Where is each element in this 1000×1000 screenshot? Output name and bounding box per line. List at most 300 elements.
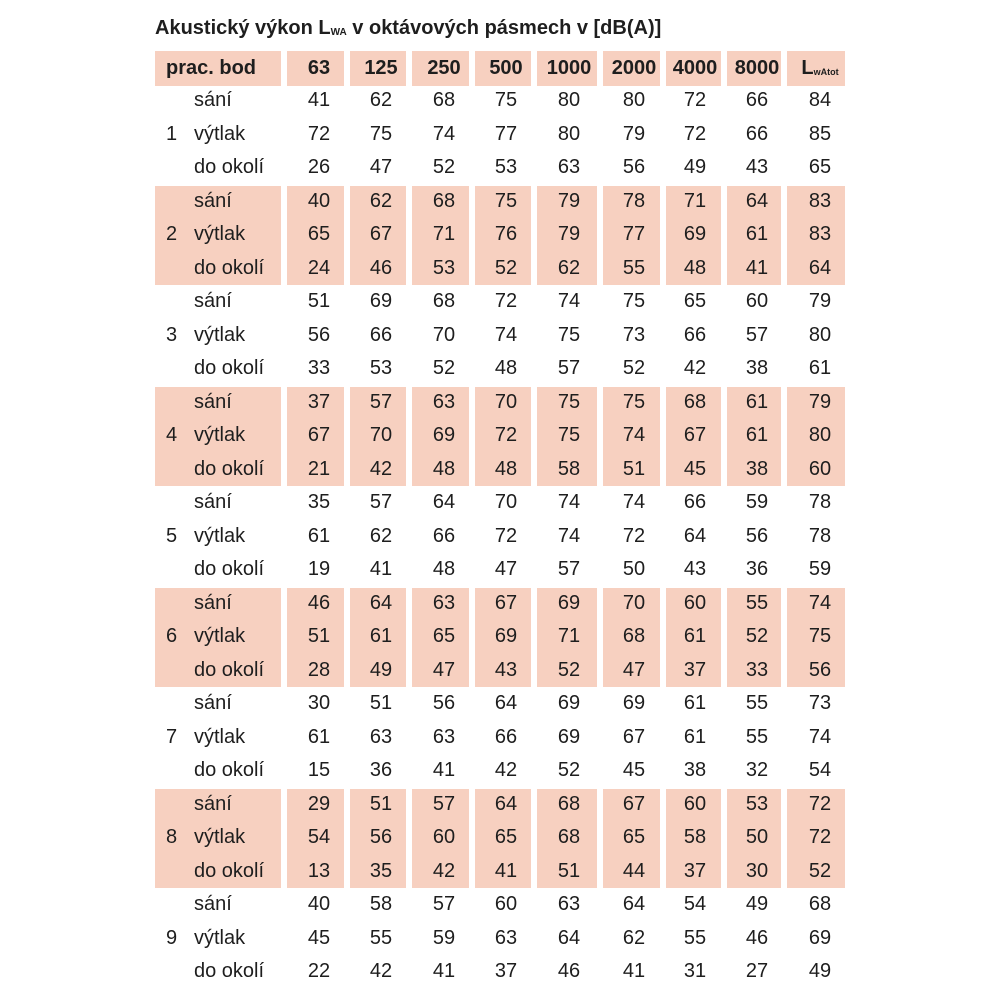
table-cell: 40 <box>307 189 331 212</box>
table-cell: 47 <box>432 658 456 681</box>
table-cell: 55 <box>745 591 769 614</box>
table-cell: 72 <box>808 826 832 848</box>
row-label: výtlak <box>194 424 246 446</box>
table-cell: 43 <box>494 658 518 681</box>
table-cell: 62 <box>369 524 393 547</box>
table-cell: 74 <box>557 491 581 513</box>
table-cell: 68 <box>622 625 646 647</box>
table-cell: 69 <box>622 692 646 714</box>
row-label: výtlak <box>194 524 246 547</box>
table-cell: 42 <box>369 457 393 480</box>
table-cell: 63 <box>557 893 581 915</box>
table-cell: 21 <box>307 457 331 480</box>
table-cell: 71 <box>432 223 456 245</box>
table-cell: 68 <box>432 290 456 312</box>
table-cell: 63 <box>432 725 456 748</box>
table-cell: 55 <box>622 256 646 279</box>
row-label: výtlak <box>194 926 246 949</box>
table-cell: 61 <box>683 625 707 647</box>
table-cell: 62 <box>622 926 646 949</box>
table-cell: 55 <box>369 926 393 949</box>
table-cell: 58 <box>683 826 707 848</box>
table-cell: 55 <box>683 926 707 949</box>
table-cell: 35 <box>369 859 393 882</box>
table-cell: 61 <box>745 390 769 413</box>
table-cell: 56 <box>307 323 331 346</box>
table-cell: 54 <box>683 893 707 915</box>
table-cell: 41 <box>432 759 456 781</box>
table-cell: 56 <box>622 156 646 178</box>
table-cell: 66 <box>745 122 769 145</box>
row-label: do okolí <box>194 256 265 279</box>
row-label: výtlak <box>194 122 246 145</box>
row-label: do okolí <box>194 457 265 480</box>
table-cell: 65 <box>307 223 331 245</box>
table-cell: 85 <box>808 122 832 145</box>
table-cell: 79 <box>622 122 646 145</box>
table-cell: 61 <box>745 424 769 446</box>
table-cell: 44 <box>622 859 646 882</box>
group-id-8: 8 <box>166 826 178 848</box>
table-cell: 75 <box>557 390 581 413</box>
table-cell: 48 <box>683 256 707 279</box>
table-cell: 62 <box>369 189 393 212</box>
table-cell: 36 <box>369 759 393 781</box>
group-id-3: 3 <box>166 323 178 346</box>
group-id-1: 1 <box>166 122 178 145</box>
table-cell: 53 <box>494 156 518 178</box>
group-id-9: 9 <box>166 926 178 949</box>
table-cell: 73 <box>808 692 832 714</box>
table-cell: 72 <box>494 290 518 312</box>
table-cell: 60 <box>432 826 456 848</box>
header-cell-500: 500 <box>489 57 523 79</box>
column-separator <box>660 49 666 989</box>
column-separator <box>597 49 603 989</box>
table-cell: 42 <box>494 759 518 781</box>
table-cell: 72 <box>683 89 707 111</box>
table-cell: 48 <box>494 457 518 480</box>
table-cell: 30 <box>307 692 331 714</box>
table-cell: 72 <box>494 524 518 547</box>
table-cell: 79 <box>808 390 832 413</box>
header-cell-8000: 8000 <box>734 57 780 79</box>
title-rest: v oktávových pásmech v [dB(A)] <box>346 17 662 39</box>
row-label: do okolí <box>194 658 265 681</box>
table-cell: 75 <box>494 189 518 212</box>
table-cell: 59 <box>432 926 456 949</box>
table-cell: 26 <box>307 156 331 178</box>
table-cell: 48 <box>432 558 456 580</box>
table-cell: 52 <box>808 859 832 882</box>
header-cell-lwatot <box>791 52 849 85</box>
column-separator <box>721 49 727 989</box>
table-cell: 74 <box>432 122 456 145</box>
table-cell: 54 <box>307 826 331 848</box>
table-cell: 74 <box>808 591 832 614</box>
table-cell: 74 <box>622 424 646 446</box>
table-cell: 78 <box>808 491 832 513</box>
table-cell: 66 <box>683 491 707 513</box>
table-cell: 64 <box>432 491 456 513</box>
row-label: sání <box>194 792 232 815</box>
table-cell: 60 <box>494 893 518 915</box>
table-cell: 37 <box>683 658 707 681</box>
table-cell: 19 <box>307 558 331 580</box>
table-cell: 62 <box>557 256 581 279</box>
table-cell: 70 <box>369 424 393 446</box>
table-cell: 68 <box>683 390 707 413</box>
table-cell: 57 <box>369 390 393 413</box>
table-cell: 75 <box>557 424 581 446</box>
table-cell: 60 <box>808 457 832 480</box>
table-cell: 77 <box>622 223 646 245</box>
table-cell: 33 <box>307 357 331 379</box>
table-cell: 28 <box>307 658 331 681</box>
table-cell: 22 <box>307 960 331 982</box>
table-cell: 71 <box>557 625 581 647</box>
table-cell: 37 <box>683 859 707 882</box>
table-cell: 57 <box>432 893 456 915</box>
table-cell: 49 <box>683 156 707 178</box>
table-cell: 47 <box>369 156 393 178</box>
table-cell: 69 <box>557 591 581 614</box>
table-cell: 72 <box>622 524 646 547</box>
table-cell: 15 <box>307 759 331 781</box>
row-label: výtlak <box>194 725 246 748</box>
table-cell: 33 <box>745 658 769 681</box>
table-cell: 53 <box>369 357 393 379</box>
table-cell: 67 <box>622 725 646 748</box>
table-cell: 66 <box>683 323 707 346</box>
table-cell: 45 <box>622 759 646 781</box>
table-cell: 32 <box>745 759 769 781</box>
table-cell: 42 <box>683 357 707 379</box>
table-cell: 80 <box>557 89 581 111</box>
table-cell: 69 <box>683 223 707 245</box>
table-cell: 66 <box>369 323 393 346</box>
table-cell: 68 <box>432 189 456 212</box>
header-cell-4000: 4000 <box>672 57 718 79</box>
table-cell: 52 <box>557 658 581 681</box>
table-cell: 41 <box>622 960 646 982</box>
table-cell: 38 <box>745 357 769 379</box>
table-cell: 51 <box>307 625 331 647</box>
row-label: sání <box>194 591 232 614</box>
row-label: výtlak <box>194 223 246 245</box>
table-cell: 64 <box>557 926 581 949</box>
table-cell: 75 <box>622 290 646 312</box>
table-cell: 48 <box>432 457 456 480</box>
table-cell: 37 <box>307 390 331 413</box>
table-cell: 29 <box>307 792 331 815</box>
table-cell: 75 <box>369 122 393 145</box>
row-label: do okolí <box>194 960 265 982</box>
table-cell: 62 <box>369 89 393 111</box>
table-cell: 73 <box>622 323 646 346</box>
column-separator <box>281 49 287 989</box>
group-id-5: 5 <box>166 524 178 547</box>
table-cell: 35 <box>307 491 331 513</box>
table-cell: 78 <box>622 189 646 212</box>
table-cell: 63 <box>494 926 518 949</box>
table-cell: 74 <box>557 524 581 547</box>
table-cell: 56 <box>432 692 456 714</box>
table-cell: 58 <box>557 457 581 480</box>
table-cell: 69 <box>432 424 456 446</box>
table-cell: 63 <box>432 390 456 413</box>
table-cell: 69 <box>557 725 581 748</box>
table-cell: 70 <box>494 491 518 513</box>
table-cell: 69 <box>557 692 581 714</box>
table-cell: 60 <box>745 290 769 312</box>
table-cell: 43 <box>745 156 769 178</box>
table-cell: 54 <box>808 759 832 781</box>
table-cell: 64 <box>494 692 518 714</box>
table-cell: 65 <box>622 826 646 848</box>
table-cell: 64 <box>369 591 393 614</box>
table-cell: 74 <box>494 323 518 346</box>
table-cell: 63 <box>369 725 393 748</box>
row-label: sání <box>194 491 232 513</box>
table-cell: 55 <box>745 692 769 714</box>
table-cell: 57 <box>369 491 393 513</box>
table-cell: 51 <box>622 457 646 480</box>
column-separator <box>344 49 350 989</box>
table-cell: 69 <box>494 625 518 647</box>
title-subscript: WA <box>330 27 347 38</box>
table-cell: 61 <box>683 692 707 714</box>
table-cell: 80 <box>622 89 646 111</box>
table-cell: 27 <box>745 960 769 982</box>
row-label: výtlak <box>194 323 246 346</box>
table-cell: 46 <box>557 960 581 982</box>
table-cell: 60 <box>683 792 707 815</box>
row-label: do okolí <box>194 357 265 379</box>
table-cell: 74 <box>808 725 832 748</box>
table-cell: 66 <box>494 725 518 748</box>
table-cell: 63 <box>432 591 456 614</box>
table-cell: 70 <box>494 390 518 413</box>
row-label: sání <box>194 390 232 413</box>
table-cell: 41 <box>432 960 456 982</box>
table-cell: 56 <box>808 658 832 681</box>
row-label: do okolí <box>194 156 265 178</box>
table-cell: 68 <box>557 792 581 815</box>
table-cell: 69 <box>808 926 832 949</box>
table-cell: 79 <box>557 223 581 245</box>
table-cell: 52 <box>494 256 518 279</box>
table-cell: 52 <box>432 357 456 379</box>
table-cell: 74 <box>557 290 581 312</box>
table-cell: 42 <box>369 960 393 982</box>
table-cell: 70 <box>432 323 456 346</box>
table-cell: 51 <box>369 792 393 815</box>
table-cell: 68 <box>432 89 456 111</box>
table-cell: 46 <box>745 926 769 949</box>
row-label: do okolí <box>194 859 265 882</box>
table-cell: 52 <box>557 759 581 781</box>
table-cell: 41 <box>745 256 769 279</box>
table-cell: 76 <box>494 223 518 245</box>
table-cell: 66 <box>432 524 456 547</box>
table-cell: 61 <box>808 357 832 379</box>
header-cell-1000: 1000 <box>546 57 592 79</box>
table-cell: 72 <box>683 122 707 145</box>
table-cell: 61 <box>683 725 707 748</box>
table-cell: 41 <box>307 89 331 111</box>
group-id-7: 7 <box>166 725 178 748</box>
table-cell: 46 <box>307 591 331 614</box>
table-cell: 79 <box>808 290 832 312</box>
table-cell: 36 <box>745 558 769 580</box>
table-cell: 45 <box>683 457 707 480</box>
group-id-4: 4 <box>166 424 178 446</box>
table-cell: 53 <box>432 256 456 279</box>
table-cell: 38 <box>745 457 769 480</box>
table-cell: 68 <box>557 826 581 848</box>
table-cell: 56 <box>745 524 769 547</box>
table-cell: 67 <box>369 223 393 245</box>
table-cell: 72 <box>307 122 331 145</box>
group-id-6: 6 <box>166 625 178 647</box>
table-cell: 67 <box>622 792 646 815</box>
table-cell: 64 <box>745 189 769 212</box>
table-cell: 70 <box>622 591 646 614</box>
table-cell: 75 <box>494 89 518 111</box>
table-cell: 49 <box>745 893 769 915</box>
table-cell: 61 <box>745 223 769 245</box>
table-cell: 24 <box>307 256 331 279</box>
row-label: do okolí <box>194 759 265 781</box>
table-cell: 13 <box>307 859 331 882</box>
table-cell: 80 <box>808 323 832 346</box>
header-cell-125: 125 <box>364 57 398 79</box>
table-cell: 67 <box>494 591 518 614</box>
row-label: sání <box>194 290 232 312</box>
table-cell: 45 <box>307 926 331 949</box>
column-separator <box>781 49 787 989</box>
table-cell: 83 <box>808 189 832 212</box>
table-cell: 75 <box>808 625 832 647</box>
row-label: sání <box>194 692 232 714</box>
table-cell: 50 <box>745 826 769 848</box>
table-cell: 51 <box>307 290 331 312</box>
table-cell: 61 <box>307 524 331 547</box>
row-label: sání <box>194 189 232 212</box>
table-title <box>155 13 661 43</box>
table-cell: 72 <box>808 792 832 815</box>
table-cell: 80 <box>557 122 581 145</box>
table-cell: 72 <box>494 424 518 446</box>
table-cell: 61 <box>369 625 393 647</box>
table-cell: 52 <box>745 625 769 647</box>
table-cell: 41 <box>369 558 393 580</box>
table-cell: 75 <box>557 323 581 346</box>
table-cell: 80 <box>808 424 832 446</box>
table-cell: 56 <box>369 826 393 848</box>
table-cell: 83 <box>808 223 832 245</box>
row-label: výtlak <box>194 625 246 647</box>
table-cell: 57 <box>745 323 769 346</box>
column-separator <box>406 49 412 989</box>
table-cell: 59 <box>808 558 832 580</box>
table-cell: 67 <box>683 424 707 446</box>
row-label: sání <box>194 89 232 111</box>
table-cell: 51 <box>369 692 393 714</box>
table-cell: 48 <box>494 357 518 379</box>
header-lwatot-main: L <box>801 57 814 79</box>
table-cell: 40 <box>307 893 331 915</box>
table-cell: 77 <box>494 122 518 145</box>
table-cell: 75 <box>622 390 646 413</box>
table-cell: 84 <box>808 89 832 111</box>
table-cell: 63 <box>557 156 581 178</box>
table-cell: 43 <box>683 558 707 580</box>
table-cell: 69 <box>369 290 393 312</box>
table-cell: 65 <box>432 625 456 647</box>
header-cell-2000: 2000 <box>611 57 657 79</box>
table-cell: 47 <box>622 658 646 681</box>
table-cell: 64 <box>494 792 518 815</box>
table-cell: 41 <box>494 859 518 882</box>
table-cell: 64 <box>683 524 707 547</box>
title-main: Akustický výkon L <box>155 17 331 39</box>
table-cell: 49 <box>369 658 393 681</box>
row-label: do okolí <box>194 558 265 580</box>
table-cell: 37 <box>494 960 518 982</box>
header-cell-prac-bod: prac. bod <box>166 57 257 79</box>
table-cell: 64 <box>622 893 646 915</box>
table-cell: 49 <box>808 960 832 982</box>
table-cell: 79 <box>557 189 581 212</box>
table-cell: 60 <box>683 591 707 614</box>
table-cell: 52 <box>622 357 646 379</box>
table-cell: 52 <box>432 156 456 178</box>
table-cell: 51 <box>557 859 581 882</box>
row-label: sání <box>194 893 232 915</box>
column-separator <box>531 49 537 989</box>
table-cell: 42 <box>432 859 456 882</box>
table-cell: 50 <box>622 558 646 580</box>
table-cell: 57 <box>432 792 456 815</box>
table-cell: 66 <box>745 89 769 111</box>
table-cell: 58 <box>369 893 393 915</box>
table-cell: 61 <box>307 725 331 748</box>
group-id-2: 2 <box>166 223 178 245</box>
column-separator <box>469 49 475 989</box>
table-cell: 53 <box>745 792 769 815</box>
table-cell: 65 <box>494 826 518 848</box>
table-cell: 65 <box>683 290 707 312</box>
table-cell: 78 <box>808 524 832 547</box>
header-cell-63: 63 <box>307 57 331 79</box>
table-cell: 67 <box>307 424 331 446</box>
table-cell: 74 <box>622 491 646 513</box>
table-cell: 65 <box>808 156 832 178</box>
table-cell: 64 <box>808 256 832 279</box>
table-cell: 57 <box>557 357 581 379</box>
table-cell: 31 <box>683 960 707 982</box>
table-cell: 47 <box>494 558 518 580</box>
table-cell: 38 <box>683 759 707 781</box>
table-cell: 30 <box>745 859 769 882</box>
table-cell: 71 <box>683 189 707 212</box>
header-lwatot-sub: wAtot <box>813 67 839 77</box>
table-cell: 55 <box>745 725 769 748</box>
header-cell-250: 250 <box>427 57 461 79</box>
table-cell: 59 <box>745 491 769 513</box>
